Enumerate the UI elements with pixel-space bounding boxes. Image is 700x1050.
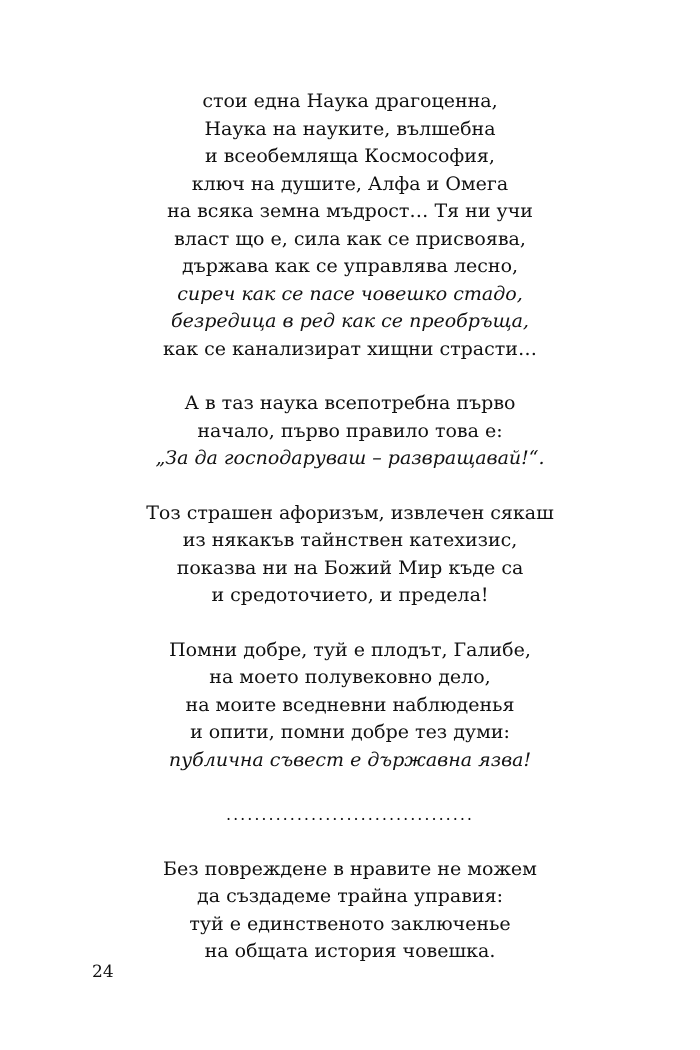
- dotted-separator: ...................................: [225, 805, 474, 824]
- poem-line: Наука на науките, вълшебна: [204, 117, 496, 140]
- poem-line: и средоточието, и предела!: [211, 584, 489, 606]
- poem-line: Помни добре, туй е плодът, Галибе,: [169, 638, 531, 661]
- poem-line: на моето полувековно дело,: [209, 666, 491, 688]
- poem-line: начало, първо правило това е:: [197, 419, 503, 442]
- poem-line: и всеобемляща Космософия,: [205, 145, 495, 167]
- poem-line: Без повреждене в нравите не можем: [163, 857, 537, 880]
- poem-line: стои една Наука драгоценна,: [202, 90, 498, 112]
- poem-line-italic: сиреч как се пасе човешко стадо,: [177, 282, 523, 305]
- poem-line: държава как се управлява лесно,: [181, 255, 519, 277]
- poem-line: А в таз наука всепотребна първо: [184, 392, 516, 414]
- stanza-2: [0, 390, 700, 473]
- page-number: 24: [92, 962, 114, 982]
- poem-line: на всяка земна мъдрост… Тя ни учи: [167, 200, 533, 222]
- poem-line: ключ на душите, Алфа и Омега: [191, 172, 509, 195]
- poem-line-italic: публична съвест е държавна язва!: [168, 748, 532, 771]
- poem-line-italic: „За да господаруваш – развращавай!“.: [155, 447, 545, 469]
- poem-line: показва ни на Божий Мир къде са: [176, 556, 524, 579]
- poem-line: на общата история човешка.: [204, 940, 496, 962]
- stanza-final: [0, 856, 700, 966]
- stanza-3: [0, 500, 700, 610]
- poem-line: туй е единственото заключенье: [189, 912, 511, 935]
- poem-line: как се канализират хищни страсти…: [163, 337, 537, 360]
- poem-body: [0, 88, 700, 993]
- stanza-4: [0, 637, 700, 775]
- stanza-1: [0, 88, 700, 363]
- poem-line: да създадеме трайна управия:: [197, 885, 503, 907]
- poem-line-italic: безредица в ред как се преобръща,: [171, 310, 529, 332]
- poem-line: власт що е, сила как се присвоява,: [174, 227, 526, 250]
- poem-line: и опити, помни добре тез думи:: [190, 721, 510, 743]
- poem-line: на моите вседневни наблюденья: [185, 693, 515, 716]
- poem-line: из някакъв тайнствен катехизис,: [182, 529, 518, 551]
- poem-line: Тоз страшен афоризъм, извлечен сякаш: [146, 501, 554, 524]
